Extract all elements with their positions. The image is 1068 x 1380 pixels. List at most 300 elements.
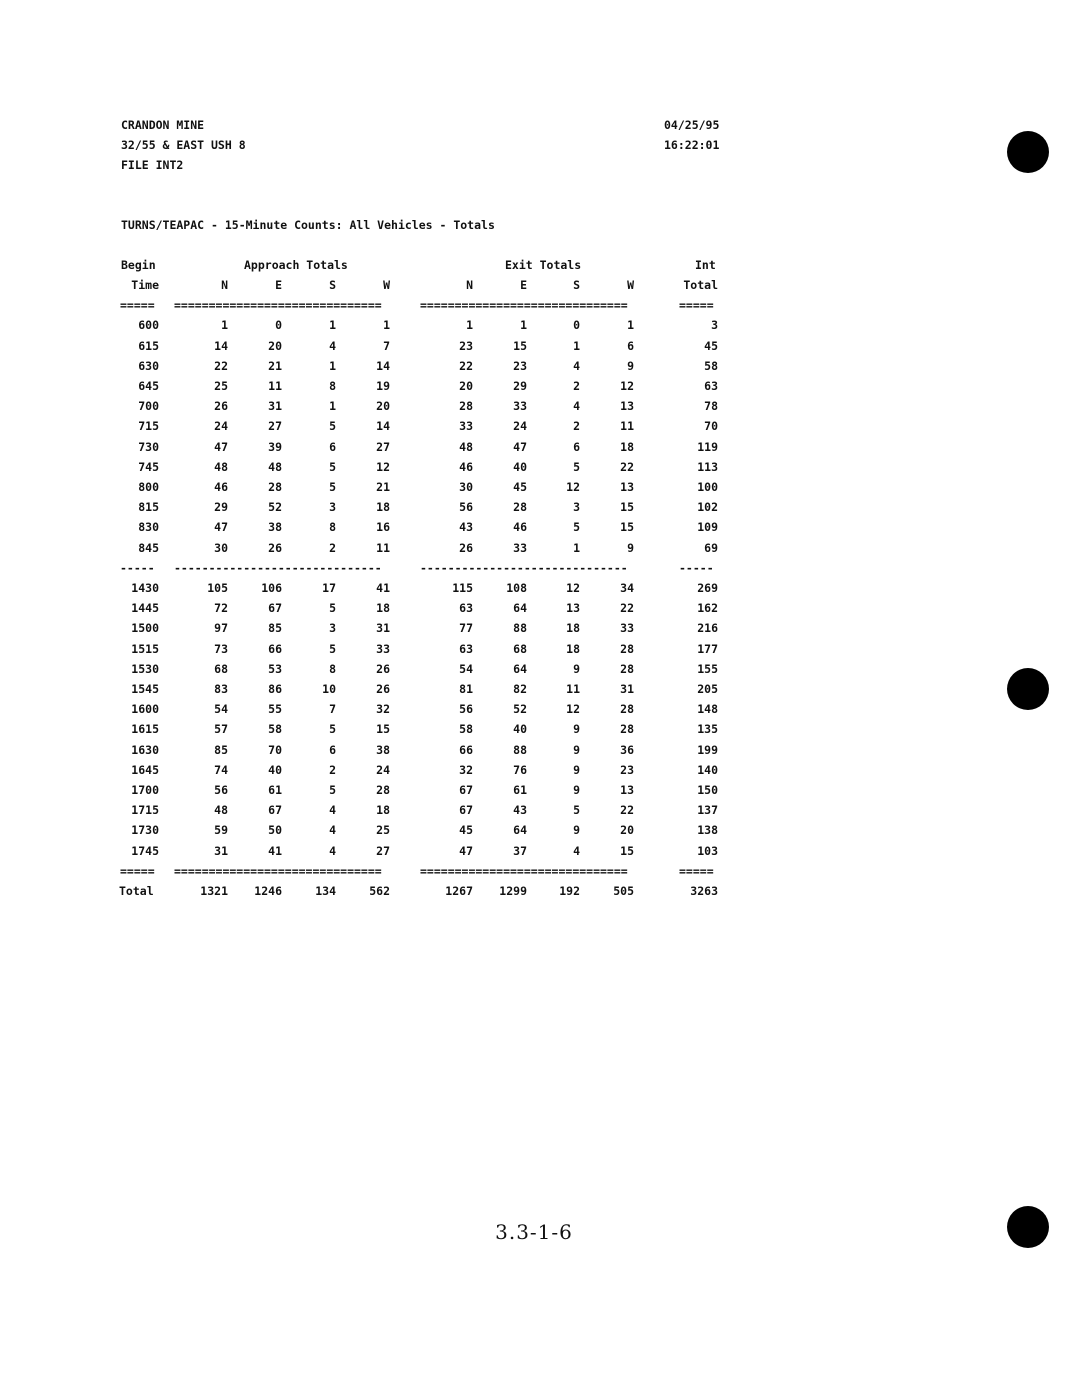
exit-cell: 58 [459,722,473,737]
approach-cell: 48 [268,459,282,474]
exit-cell: 9 [627,358,634,373]
exit-cell: 0 [573,318,580,333]
approach-cell: 2 [329,762,336,777]
approach-cell: 48 [214,803,228,818]
approach-cell: 12 [376,459,390,474]
int-total-cell: 148 [697,702,718,717]
approach-cell: 4 [329,803,336,818]
table-row [0,541,1068,557]
approach-cell: 28 [268,480,282,494]
approach-cell: 33 [376,641,390,656]
time-cell: 830 [138,520,159,535]
time-cell: 1600 [131,702,159,717]
exit-cell: 61 [513,783,527,797]
exit-cell: 63 [459,601,473,616]
exit-cell: 28 [459,399,473,414]
exit-cell: 11 [620,419,634,434]
approach-cell: 5 [329,641,336,656]
approach-cell: 24 [214,419,228,434]
begin-header: Begin [121,258,156,272]
approach-cell: 67 [268,601,282,616]
approach-cell: 55 [268,702,282,717]
exit-cell: 5 [573,459,580,474]
table-row [0,662,1068,678]
approach-cell: 1321 [200,884,228,898]
double-rule [0,864,1068,880]
exit-cell: 1 [520,318,527,333]
column-header-row [0,278,1068,294]
approach-cell: 4 [329,843,336,858]
approach-cell: 27 [376,843,390,858]
int-total-cell: Total [683,278,718,292]
rule-segment: ------------------------------ [420,560,628,575]
approach-cell: 1 [383,318,390,333]
exit-cell: 11 [566,682,580,696]
approach-cell: 19 [376,379,390,393]
exit-cell: 1 [573,540,580,555]
exit-cell: 108 [506,581,527,595]
table-row [0,621,1068,637]
approach-cell: 8 [329,379,336,393]
exit-cell: 15 [620,500,634,515]
approach-cell: 4 [329,338,336,353]
exit-cell: 9 [573,762,580,777]
time-cell: 1700 [131,783,159,797]
punch-hole [1007,131,1049,173]
int-total-cell: 3263 [690,884,718,898]
int-header: Int [695,258,716,272]
int-total-cell: 137 [697,803,718,818]
exit-cell: 34 [620,581,634,595]
exit-cell: 81 [459,682,473,696]
exit-cell: 22 [620,459,634,474]
exit-cell: 28 [620,722,634,737]
time-cell: 1545 [131,682,159,696]
approach-cell: 41 [376,581,390,595]
table-row [0,500,1068,516]
exit-cell: 2 [573,379,580,393]
table-row [0,722,1068,738]
exit-cell: 64 [513,601,527,616]
approach-cell: 38 [268,520,282,535]
time-cell: 1715 [131,803,159,818]
approach-cell: 11 [376,540,390,555]
table-row [0,520,1068,536]
approach-cell: 31 [214,843,228,858]
approach-cell: 26 [268,540,282,555]
rule-segment: ===== [679,298,714,313]
exit-cell: 88 [513,742,527,757]
exit-cell: 52 [513,702,527,717]
exit-cell: 192 [559,884,580,898]
approach-cell: 21 [376,480,390,494]
exit-cell: 28 [620,661,634,676]
table-row [0,783,1068,799]
table-row [0,642,1068,658]
approach-cell: 54 [214,702,228,717]
time-cell: 845 [138,540,159,555]
exit-cell: 33 [513,540,527,555]
approach-cell: 31 [268,399,282,414]
int-total-cell: 113 [697,459,718,474]
time-cell: 1530 [131,661,159,676]
approach-cell: 30 [214,540,228,555]
double-rule [0,298,1068,314]
time-cell: 815 [138,500,159,515]
exit-cell: 9 [573,661,580,676]
exit-cell: 47 [513,439,527,454]
table-row [0,339,1068,355]
exit-cell: 23 [459,338,473,353]
approach-cell: 5 [329,783,336,797]
exit-cell: 12 [566,480,580,494]
exit-cell: 20 [459,379,473,393]
approach-cell: 1 [221,318,228,333]
approach-cell: 15 [376,722,390,737]
approach-cell: 10 [322,682,336,696]
time-cell: 1730 [131,823,159,838]
int-total-cell: 69 [704,540,718,555]
report-title: TURNS/TEAPAC - 15-Minute Counts: All Vehicles - Totals [121,218,495,232]
table-row [0,702,1068,718]
approach-cell: 39 [268,439,282,454]
int-total-cell: 177 [697,641,718,656]
exit-cell: 6 [573,439,580,454]
exit-cell: 4 [573,399,580,414]
report-time: 16:22:01 [664,138,720,152]
approach-cell: 17 [322,581,336,595]
approach-cell: 58 [268,722,282,737]
exit-cell: 1 [466,318,473,333]
approach-cell: 1 [329,399,336,414]
approach-cell: 562 [369,884,390,898]
exit-cell: 24 [513,419,527,434]
approach-cell: 25 [214,379,228,393]
approach-cell: 22 [214,358,228,373]
exit-cell: 22 [620,803,634,818]
table-row [0,743,1068,759]
exit-cell: 13 [620,480,634,494]
approach-cell: 28 [376,783,390,797]
exit-cell: 77 [459,621,473,636]
rule-segment: ===== [679,863,714,878]
exit-cell: 22 [459,358,473,373]
table-row [0,581,1068,597]
exit-cell: 63 [459,641,473,656]
exit-cell: 33 [513,399,527,414]
exit-cell: 23 [513,358,527,373]
exit-cell: 33 [620,621,634,636]
table-row [0,682,1068,698]
location-label: 32/55 & EAST USH 8 [121,138,246,152]
approach-cell: 25 [376,823,390,838]
exit-cell: 4 [573,358,580,373]
time-cell: Time [131,278,159,292]
exit-cell: 56 [459,500,473,515]
approach-cell: 57 [214,722,228,737]
approach-cell: 7 [329,702,336,717]
approach-cell: 5 [329,419,336,434]
rule-segment: ===== [120,863,155,878]
exit-cell: 32 [459,762,473,777]
exit-cell: 4 [573,843,580,858]
approach-cell: 61 [268,783,282,797]
int-total-cell: 269 [697,581,718,595]
approach-cell: 20 [268,338,282,353]
int-total-cell: 103 [697,843,718,858]
single-rule [0,561,1068,577]
approach-cell: 85 [214,742,228,757]
approach-cell: 48 [214,459,228,474]
exit-cell: 22 [620,601,634,616]
exit-cell: 28 [513,500,527,515]
time-cell: 1445 [131,601,159,616]
exit-cell: 31 [620,682,634,696]
time-cell: 1645 [131,762,159,777]
exit-cell: 29 [513,379,527,393]
exit-cell: 5 [573,520,580,535]
table-row [0,379,1068,395]
approach-cell: 7 [383,338,390,353]
exit-cell: 1299 [499,884,527,898]
approach-cell: 0 [275,318,282,333]
exit-cell: 18 [566,621,580,636]
approach-cell: 31 [376,621,390,636]
approach-cell: 3 [329,500,336,515]
approach-cell: 86 [268,682,282,696]
exit-cell: 6 [627,338,634,353]
table-row [0,359,1068,375]
int-total-cell: 138 [697,823,718,838]
file-label: FILE INT2 [121,158,184,172]
exit-cell: E [520,278,527,292]
approach-cell: 41 [268,843,282,858]
time-cell: 745 [138,459,159,474]
approach-cell: 134 [315,884,336,898]
approach-cell: 14 [376,358,390,373]
rule-segment: ----- [679,560,714,575]
rule-segment: ============================== [174,863,382,878]
exit-cell: 15 [620,520,634,535]
approach-cell: 1 [329,318,336,333]
approach-cell: 6 [329,742,336,757]
exit-cell: 40 [513,722,527,737]
table-row [0,419,1068,435]
approach-cell: 67 [268,803,282,818]
approach-cell: 66 [268,641,282,656]
approach-cell: 38 [376,742,390,757]
time-cell: 800 [138,480,159,494]
int-total-cell: 205 [697,682,718,696]
table-row [0,480,1068,496]
exit-cell: 13 [620,783,634,797]
approach-cell: 46 [214,480,228,494]
table-row [0,823,1068,839]
int-total-cell: 70 [704,419,718,434]
int-total-cell: 216 [697,621,718,636]
approach-cell: 59 [214,823,228,838]
approach-cell: 14 [214,338,228,353]
approach-cell: 21 [268,358,282,373]
approach-cell: 18 [376,803,390,818]
int-total-cell: 109 [697,520,718,535]
exit-cell: 45 [513,480,527,494]
approach-cell: W [383,278,390,292]
approach-cell: 70 [268,742,282,757]
approach-cell: 6 [329,439,336,454]
exit-cell: 23 [620,762,634,777]
approach-cell: 68 [214,661,228,676]
table-row [0,601,1068,617]
exit-cell: 15 [620,843,634,858]
exit-cell: 15 [513,338,527,353]
exit-cell: 76 [513,762,527,777]
int-total-cell: 155 [697,661,718,676]
exit-cell: 64 [513,823,527,838]
exit-cell: 2 [573,419,580,434]
exit-cell: 12 [566,581,580,595]
exit-cell: 46 [513,520,527,535]
exit-cell: 68 [513,641,527,656]
time-cell: 730 [138,439,159,454]
approach-cell: 11 [268,379,282,393]
int-total-cell: 100 [697,480,718,494]
approach-cell: 4 [329,823,336,838]
exit-cell: 13 [620,399,634,414]
exit-cell: 82 [513,682,527,696]
exit-cell: 46 [459,459,473,474]
approach-cell: 5 [329,480,336,494]
int-total-cell: 3 [711,318,718,333]
exit-cell: 45 [459,823,473,838]
exit-cell: 36 [620,742,634,757]
rule-segment: ===== [120,298,155,313]
approach-cell: 24 [376,762,390,777]
approach-cell: 14 [376,419,390,434]
approach-cell: 8 [329,520,336,535]
punch-hole [1007,1206,1049,1248]
int-total-cell: 45 [704,338,718,353]
rule-segment: ============================== [420,298,628,313]
exit-cell: 3 [573,500,580,515]
exit-cell: 1 [627,318,634,333]
exit-cell: 54 [459,661,473,676]
exit-cell: S [573,278,580,292]
table-row [0,318,1068,334]
approach-cell: 105 [207,581,228,595]
exit-cell: 5 [573,803,580,818]
exit-cell: 115 [452,581,473,595]
time-cell: 1430 [131,581,159,595]
exit-cell: 18 [620,439,634,454]
approach-cell: 106 [261,581,282,595]
int-total-cell: 78 [704,399,718,414]
exit-cell: 56 [459,702,473,717]
exit-cell: 13 [566,601,580,616]
int-total-cell: 199 [697,742,718,757]
exit-cell: 18 [566,641,580,656]
time-cell: 645 [138,379,159,393]
exit-cell: 40 [513,459,527,474]
time-cell: 1500 [131,621,159,636]
approach-cell: 85 [268,621,282,636]
int-total-cell: 63 [704,379,718,393]
int-total-cell: 102 [697,500,718,515]
exit-cell: 12 [620,379,634,393]
int-total-cell: 119 [697,439,718,454]
approach-cell: 52 [268,500,282,515]
exit-cell: 28 [620,641,634,656]
approach-cell: 26 [214,399,228,414]
exit-cell: 9 [573,823,580,838]
approach-cell: 1 [329,358,336,373]
approach-cell: S [329,278,336,292]
int-total-cell: 162 [697,601,718,616]
exit-cell: 67 [459,783,473,797]
exit-cell: 30 [459,480,473,494]
approach-cell: 74 [214,762,228,777]
time-cell: 715 [138,419,159,434]
exit-cell: 88 [513,621,527,636]
rule-segment: ============================== [174,298,382,313]
approach-cell: 8 [329,661,336,676]
approach-cell: 18 [376,601,390,616]
exit-cell: 1 [573,338,580,353]
table-row [0,399,1068,415]
time-cell: 615 [138,338,159,353]
rule-segment: ----- [120,560,155,575]
table-row [0,803,1068,819]
exit-cell: 66 [459,742,473,757]
approach-cell: 18 [376,500,390,515]
int-total-cell: 135 [697,722,718,737]
time-cell: 700 [138,399,159,414]
approach-cell: 27 [376,439,390,454]
approach-cell: 56 [214,783,228,797]
exit-cell: 9 [627,540,634,555]
exit-cell: 9 [573,722,580,737]
exit-cell: 20 [620,823,634,838]
approach-cell: 73 [214,641,228,656]
exit-totals-header: Exit Totals [505,258,582,272]
int-total-cell: 140 [697,762,718,777]
approach-cell: 40 [268,762,282,777]
approach-cell: 27 [268,419,282,434]
table-row [0,763,1068,779]
exit-cell: 12 [566,702,580,717]
approach-cell: 5 [329,459,336,474]
approach-totals-header: Approach Totals [244,258,348,272]
rule-segment: ------------------------------ [174,560,382,575]
exit-cell: 33 [459,419,473,434]
approach-cell: 47 [214,520,228,535]
approach-cell: 53 [268,661,282,676]
exit-cell: 28 [620,702,634,717]
approach-cell: 47 [214,439,228,454]
table-row [0,460,1068,476]
report-date: 04/25/95 [664,118,720,132]
time-cell: 1630 [131,742,159,757]
approach-cell: 3 [329,621,336,636]
approach-cell: 5 [329,601,336,616]
approach-cell: 97 [214,621,228,636]
time-cell: 1515 [131,641,159,656]
exit-cell: 67 [459,803,473,818]
exit-cell: W [627,278,634,292]
time-cell: 1615 [131,722,159,737]
approach-cell: 72 [214,601,228,616]
punch-hole [1007,668,1049,710]
